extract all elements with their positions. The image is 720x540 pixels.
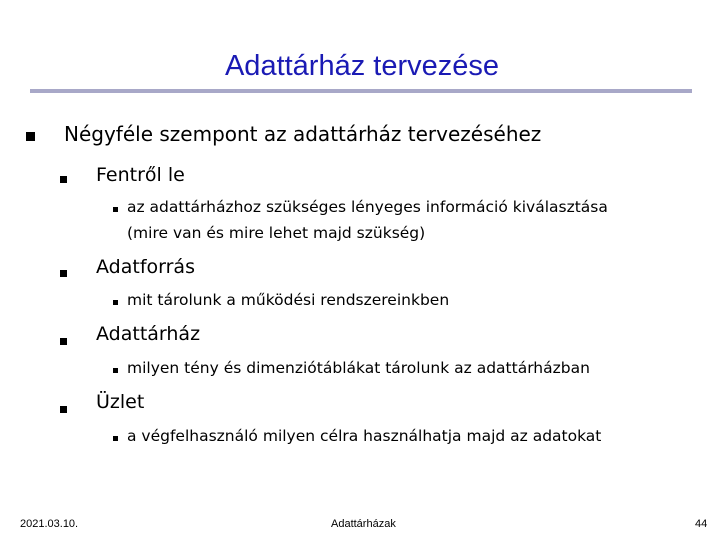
bullet-square-icon <box>113 207 118 212</box>
bullet-square-icon <box>113 436 118 441</box>
subpoint-topdown: Fentről le <box>96 164 185 186</box>
subpoint-warehouse: Adattárház <box>96 323 201 345</box>
bullet-square-icon <box>26 132 35 141</box>
subpoint-business: Üzlet <box>96 391 145 413</box>
slide-title: Adattárház tervezése <box>224 50 500 82</box>
main-point: Négyféle szempont az adattárház tervezéséhez <box>64 122 542 146</box>
title-underline <box>30 89 692 93</box>
footer-date: 2021.03.10. <box>20 518 79 530</box>
detail-warehouse: milyen tény és dimenziótáblákat tárolunk az adattárházban <box>127 359 590 377</box>
detail-business: a végfelhasználó milyen célra használhatja majd az adatokat <box>127 427 602 445</box>
bullet-square-icon <box>60 406 67 413</box>
detail-topdown-line2: (mire van és mire lehet majd szükség) <box>127 224 426 242</box>
bullet-square-icon <box>60 176 67 183</box>
detail-topdown-line1: az adattárházhoz szükséges lényeges információ kiválasztása <box>127 198 608 216</box>
detail-datasource: mit tárolunk a működési rendszereinkben <box>127 291 450 309</box>
bullet-square-icon <box>60 338 67 345</box>
bullet-square-icon <box>113 368 118 373</box>
bullet-square-icon <box>60 270 67 277</box>
subpoint-datasource: Adatforrás <box>96 256 195 278</box>
page-number: 44 <box>695 518 708 530</box>
bullet-square-icon <box>113 300 118 305</box>
footer-title: Adattárházak <box>331 518 396 530</box>
